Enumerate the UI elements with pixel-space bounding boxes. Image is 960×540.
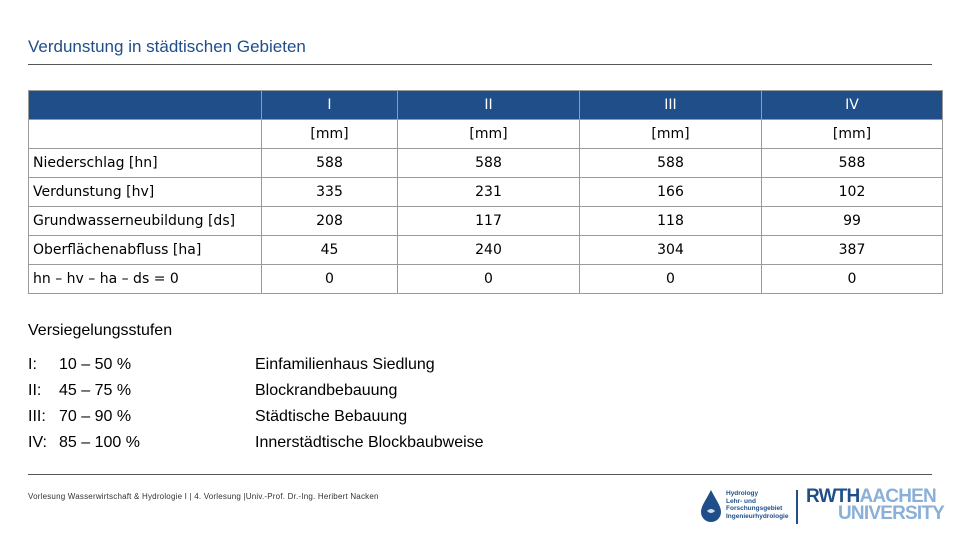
level-range: 85 – 100 % xyxy=(59,434,140,451)
value-cell: 387 xyxy=(762,236,943,265)
hydrology-logo xyxy=(700,488,790,524)
table-header-row xyxy=(29,91,943,120)
logo-divider xyxy=(796,490,798,524)
column-header-i: I xyxy=(262,91,398,120)
level-code: II: xyxy=(28,382,42,399)
column-header-iii: III xyxy=(580,91,762,120)
column-header-ii: II xyxy=(398,91,580,120)
row-label: Grundwasserneubildung [ds] xyxy=(29,207,262,236)
unit-corner-cell xyxy=(29,120,262,149)
level-range: 10 – 50 % xyxy=(59,356,132,373)
value-cell: 231 xyxy=(398,178,580,207)
list-item xyxy=(28,378,528,404)
level-description: Städtische Bebauung xyxy=(255,408,408,425)
value-cell: 166 xyxy=(580,178,762,207)
value-cell: 0 xyxy=(398,265,580,294)
row-label: Niederschlag [hn] xyxy=(29,149,262,178)
value-cell: 208 xyxy=(262,207,398,236)
level-description: Einfamilienhaus Siedlung xyxy=(255,356,435,373)
list-item xyxy=(28,404,528,430)
footer-text: Vorlesung Wasserwirtschaft & Hydrologie I | 4. Vorlesung |Univ.-Prof. Dr.-Ing. Heribert Nacken xyxy=(28,492,379,501)
level-code: III: xyxy=(28,408,46,425)
value-cell: 102 xyxy=(762,178,943,207)
column-header-iv: IV xyxy=(762,91,943,120)
table-row xyxy=(29,178,943,207)
level-description: Innerstädtische Blockbaubweise xyxy=(255,434,484,451)
value-cell: 117 xyxy=(398,207,580,236)
value-cell: 45 xyxy=(262,236,398,265)
value-cell: 588 xyxy=(262,149,398,178)
evaporation-table xyxy=(28,90,943,294)
unit-cell: [mm] xyxy=(580,120,762,149)
value-cell: 588 xyxy=(762,149,943,178)
table-row xyxy=(29,236,943,265)
footer-divider xyxy=(28,474,932,475)
row-label: Verdunstung [hv] xyxy=(29,178,262,207)
level-code: IV: xyxy=(28,434,47,451)
value-cell: 588 xyxy=(580,149,762,178)
hydrology-logo-text: Hydrology Lehr- und Forschungsgebiet Ingenieurhydrologie xyxy=(726,490,789,520)
table-row xyxy=(29,207,943,236)
levels-heading: Versiegelungsstufen xyxy=(28,322,173,339)
value-cell: 240 xyxy=(398,236,580,265)
table-row xyxy=(29,149,943,178)
level-range: 45 – 75 % xyxy=(59,382,132,399)
rwth-logo: RWTHAACHEN UNIVERSITY xyxy=(806,486,945,524)
header-corner-cell xyxy=(29,91,262,120)
value-cell: 0 xyxy=(262,265,398,294)
row-label: hn – hv – ha – ds = 0 xyxy=(29,265,262,294)
table-row xyxy=(29,265,943,294)
value-cell: 99 xyxy=(762,207,943,236)
levels-list xyxy=(28,352,528,456)
table-unit-row xyxy=(29,120,943,149)
value-cell: 0 xyxy=(580,265,762,294)
level-code: I: xyxy=(28,356,37,373)
row-label: Oberflächenabfluss [ha] xyxy=(29,236,262,265)
unit-cell: [mm] xyxy=(762,120,943,149)
list-item xyxy=(28,352,528,378)
value-cell: 0 xyxy=(762,265,943,294)
value-cell: 304 xyxy=(580,236,762,265)
list-item xyxy=(28,430,528,456)
value-cell: 118 xyxy=(580,207,762,236)
unit-cell: [mm] xyxy=(398,120,580,149)
water-drop-icon xyxy=(700,489,722,523)
value-cell: 588 xyxy=(398,149,580,178)
title-divider xyxy=(28,64,932,65)
value-cell: 335 xyxy=(262,178,398,207)
level-range: 70 – 90 % xyxy=(59,408,132,425)
level-description: Blockrandbebauung xyxy=(255,382,398,399)
unit-cell: [mm] xyxy=(262,120,398,149)
slide-title: Verdunstung in städtischen Gebieten xyxy=(28,37,306,56)
